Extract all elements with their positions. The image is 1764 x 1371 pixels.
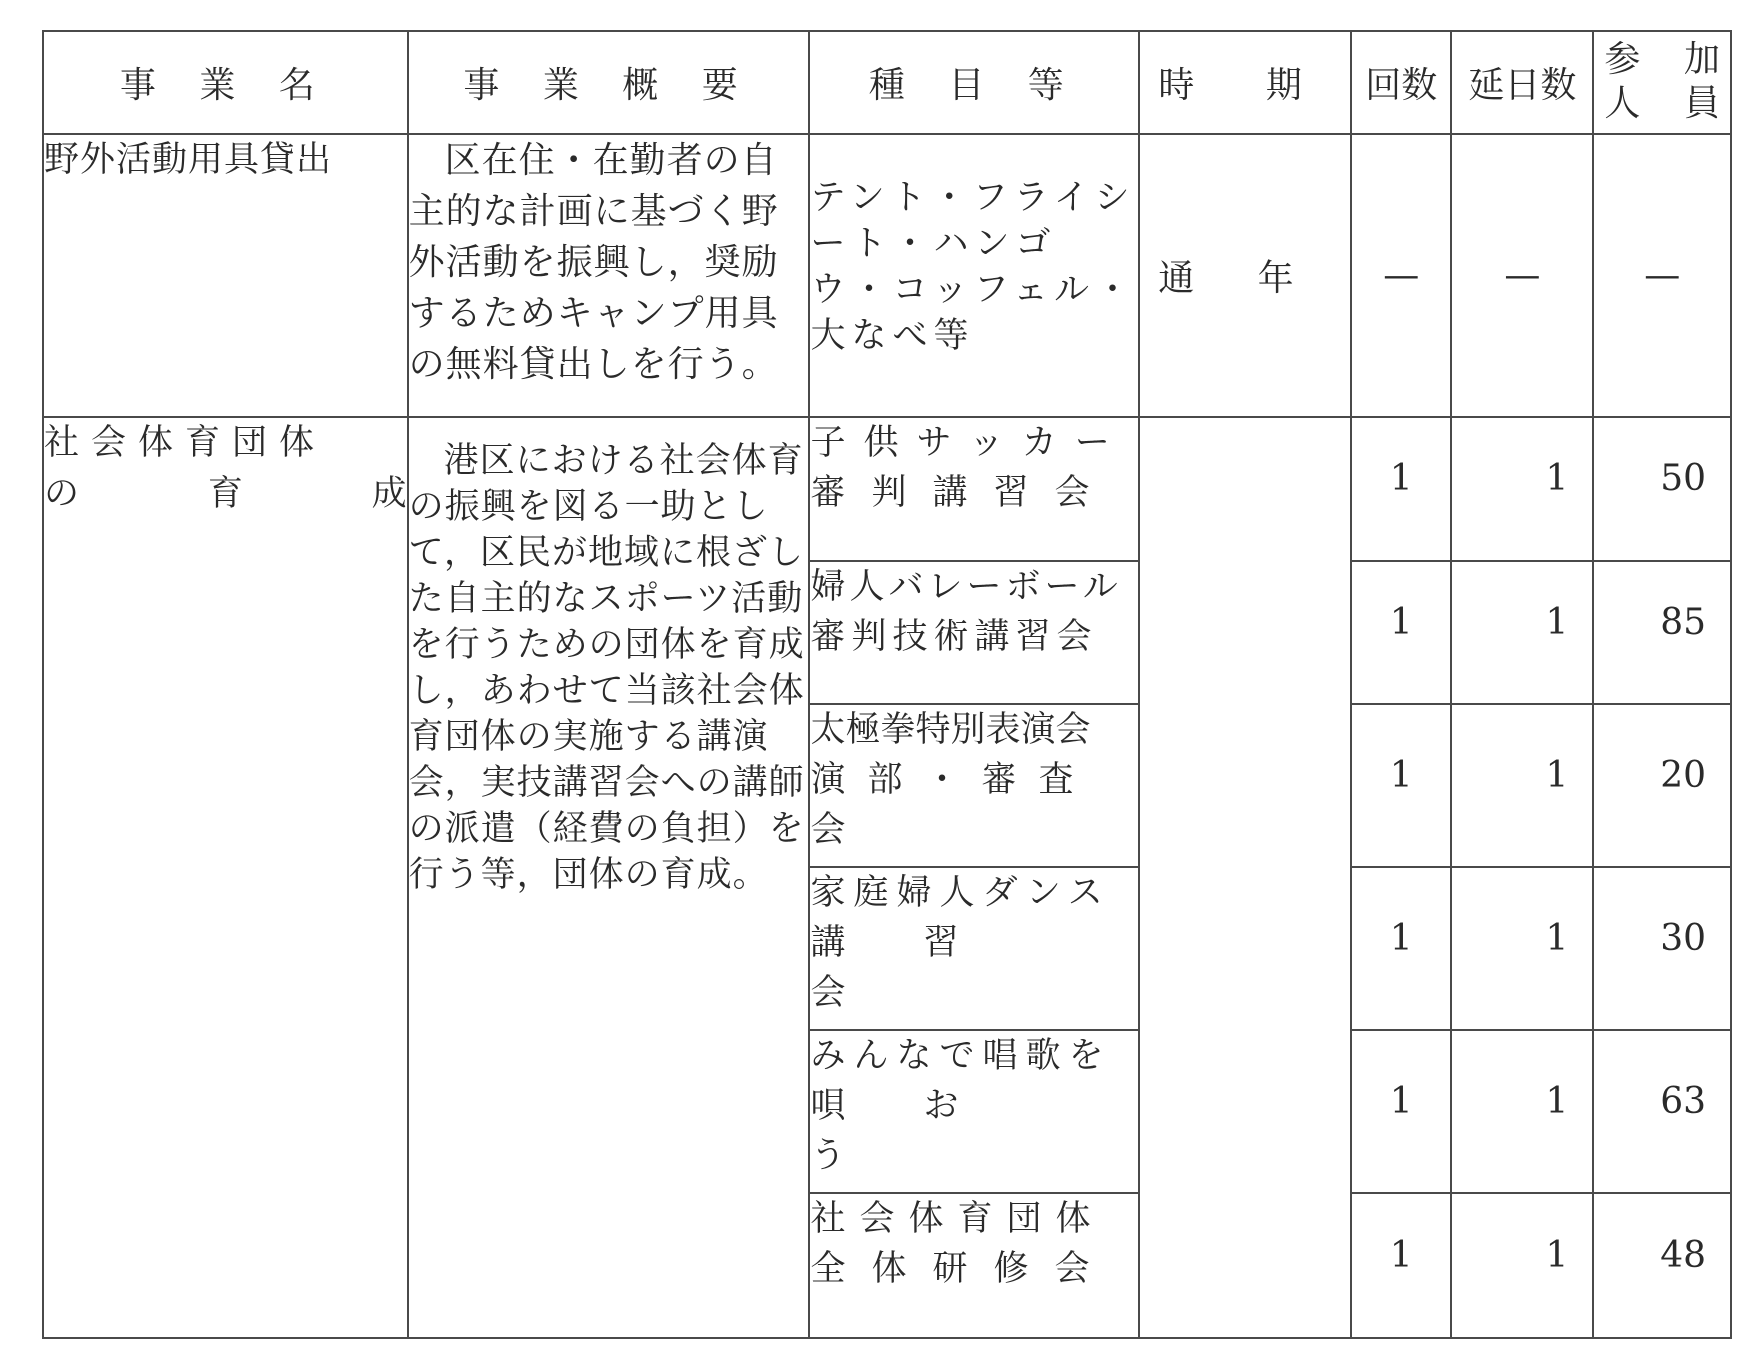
row-summary: 区在住・在勤者の自主的な計画に基づく野外活動を振興し，奨励するためキャンプ用具の無料貸出しを行う。 [408, 134, 810, 417]
group-name: 社会体育団体 の 育 成 [43, 417, 408, 1338]
subrow-days: 1 [1451, 417, 1593, 561]
subrow-count: 1 [1351, 1193, 1451, 1338]
header-period: 時 期 [1139, 31, 1351, 134]
group-period [1139, 417, 1351, 1338]
subrow-count: 1 [1351, 561, 1451, 705]
header-name: 事 業 名 [43, 31, 408, 134]
row-count: — [1351, 134, 1451, 417]
group-summary: 港区における社会体育の振興を図る一助として，区民が地域に根ざした自主的なスポーツ活動を行うための団体を育成し，あわせて当該社会体育団体の実施する講演会，実技講習会への講師の派遣（経費の負担）を行う等，団体の育成。 [408, 417, 810, 1338]
table-row [43, 134, 1731, 417]
subrow-days: 1 [1451, 561, 1593, 705]
subrow-participants: 50 [1593, 417, 1731, 561]
subrow-days: 1 [1451, 867, 1593, 1030]
subrow-count: 1 [1351, 1030, 1451, 1193]
subrow-days: 1 [1451, 704, 1593, 867]
events-table [42, 30, 1732, 1339]
subrow-participants: 48 [1593, 1193, 1731, 1338]
table-row [43, 417, 1731, 561]
row-period: 通 年 [1139, 134, 1351, 417]
header-items: 種 目 等 [809, 31, 1139, 134]
subrow-count: 1 [1351, 704, 1451, 867]
subrow-days: 1 [1451, 1030, 1593, 1193]
participants-line2: 人 員 [1604, 83, 1720, 125]
participants-line1: 参 加 [1604, 39, 1720, 81]
header-count: 回数 [1351, 31, 1451, 134]
subrow-count: 1 [1351, 867, 1451, 1030]
subrow-items: みんなで唱歌を 唄おう [809, 1030, 1139, 1193]
subrow-participants: 20 [1593, 704, 1731, 867]
row-name: 野外活動用具貸出 [43, 134, 408, 417]
header-participants [1593, 31, 1731, 134]
subrow-items: 婦人バレーボール 審判技術講習会 [809, 561, 1139, 705]
header-row [43, 31, 1731, 134]
header-days: 延日数 [1451, 31, 1593, 134]
row-items: テント・フライシート・ハンゴウ・コッフェル・大なべ等 [809, 134, 1139, 417]
subrow-participants: 85 [1593, 561, 1731, 705]
subrow-items: 家庭婦人ダンス 講習会 [809, 867, 1139, 1030]
row-participants: — [1593, 134, 1731, 417]
subrow-items: 子供サッカー 審判講習会 [809, 417, 1139, 561]
subrow-days: 1 [1451, 1193, 1593, 1338]
row-days: — [1451, 134, 1593, 417]
subrow-participants: 30 [1593, 867, 1731, 1030]
subrow-count: 1 [1351, 417, 1451, 561]
subrow-participants: 63 [1593, 1030, 1731, 1193]
group-name-line2: の 育 成 [44, 473, 407, 514]
subrow-items: 社会体育団体 全体研修会 [809, 1193, 1139, 1338]
header-summary: 事 業 概 要 [408, 31, 810, 134]
subrow-items: 太極拳特別表演会 演部・審査会 [809, 704, 1139, 867]
